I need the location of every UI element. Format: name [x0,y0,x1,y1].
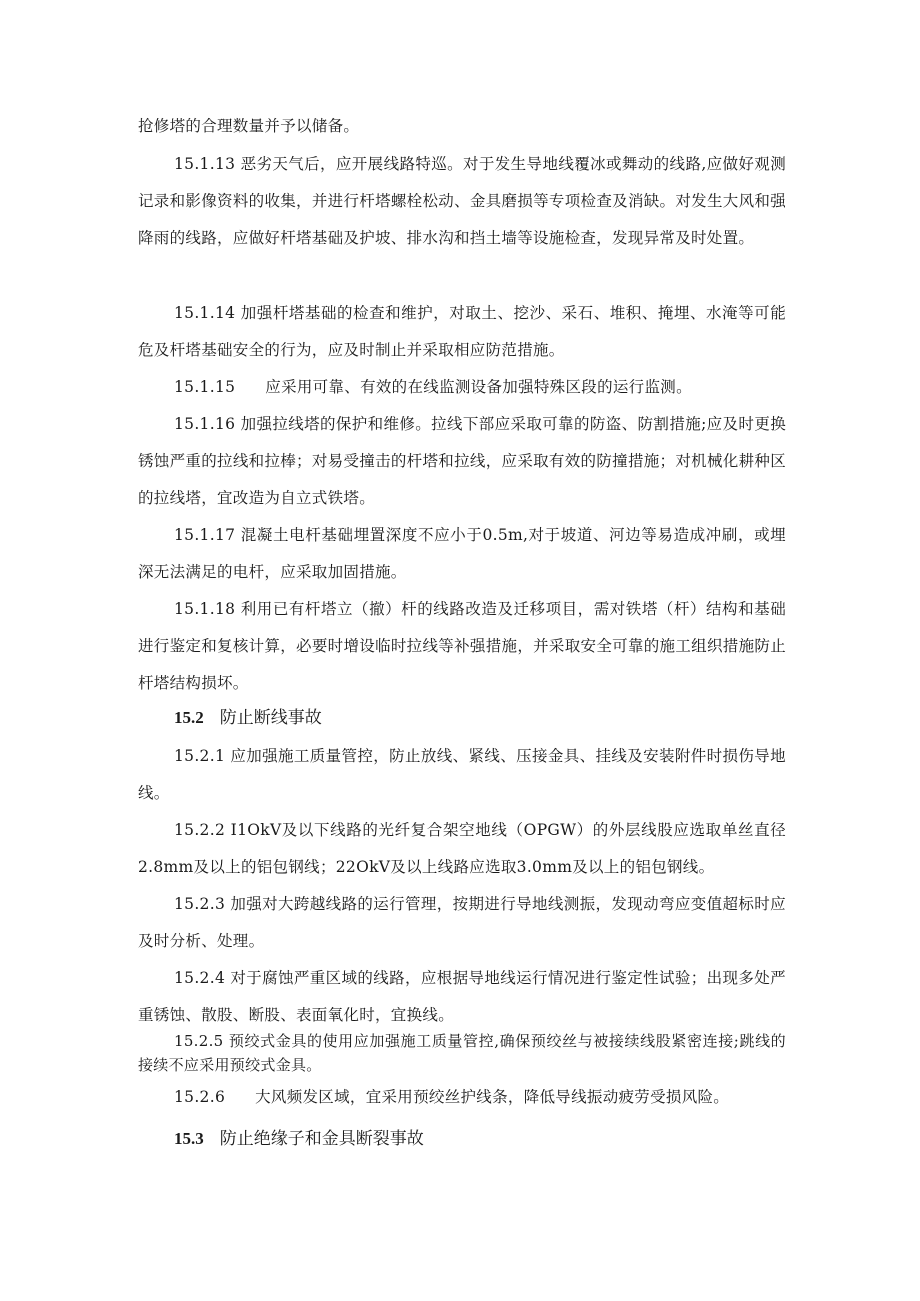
clause-number: 15.2.6 [174,1088,226,1106]
paragraph-continuation: 抢修塔的合理数量并予以储备。 [138,117,360,135]
section-title: 防止断线事故 [219,708,322,728]
paragraph-15-1-17: 15.1.17 混凝土电杆基础埋置深度不应小于0.5m,对于坡道、河边等易造成冲刷，或埋深无法满足的电杆，应采取加固措施。 [138,526,786,581]
paragraph-15-1-18: 15.1.18 利用已有杆塔立（撤）杆的线路改造及迁移项目，需对铁塔（杆）结构和基础进行鉴定和复核计算，必要时增设临时拉线等补强措施，并采取安全可靠的施工组织措施防止杆塔结构损坏。 [138,600,786,692]
section-heading-15-2 [174,703,322,733]
paragraph-15-2-2: 15.2.2 I1OkV及以下线路的光纤复合架空地线（OPGW）的外层线股应选取单丝直径2.8mm及以上的铝包钢线；22OkV及以上线路应选取3.0mm及以上的铝包钢线。 [138,821,786,876]
paragraph-15-2-1: 15.2.1 应加强施工质量管控，防止放线、紧线、压接金具、挂线及安装附件时损伤导地线。 [138,747,786,802]
section-number: 15.2 [174,708,204,727]
paragraph-15-1-16: 15.1.16 加强拉线塔的保护和维修。拉线下部应采取可靠的防盗、防割措施;应及时更换锈蚀严重的拉线和拉棒；对易受撞击的杆塔和拉线，应采取有效的防撞措施；对机械化耕种区的拉线塔，宜改造为自立式铁塔。 [138,415,786,507]
section-number: 15.3 [174,1129,204,1148]
section-heading-15-3 [174,1124,424,1154]
paragraph-15-1-14: 15.1.14 加强杆塔基础的检查和维护，对取土、挖沙、采石、堆积、掩埋、水淹等可能危及杆塔基础安全的行为，应及时制止并采取相应防范措施。 [138,304,786,359]
paragraph-15-1-15 [138,369,786,406]
paragraph-15-2-5: 15.2.5 预绞式金具的使用应加强施工质量管控,确保预绞丝与被接续线股紧密连接;跳线的接续不应采用预绞式金具。 [138,1032,786,1074]
clause-text: 大风频发区域，宜采用预绞丝护线条，降低导线振动疲劳受损风险。 [255,1088,730,1106]
clause-number: 15.1.15 [174,378,236,396]
clause-text: 应采用可靠、有效的在线监测设备加强特殊区段的运行监测。 [265,378,692,396]
section-title: 防止绝缘子和金具断裂事故 [219,1129,424,1149]
paragraph-15-2-6 [138,1079,786,1116]
paragraph-15-2-3: 15.2.3 加强对大跨越线路的运行管理，按期进行导地线测振，发现动弯应变值超标时应及时分析、处理。 [138,895,786,950]
paragraph-15-1-13: 15.1.13 恶劣天气后，应开展线路特巡。对于发生导地线覆冰或舞动的线路,应做好观测记录和影像资料的收集，并进行杆塔螺栓松动、金具磨损等专项检查及消缺。对发生大风和强降雨的线路，应做好杆塔基础及护坡、排水沟和挡土墙等设施检查，发现异常及时处置。 [138,155,786,247]
paragraph-15-2-4: 15.2.4 对于腐蚀严重区域的线路，应根据导地线运行情况进行鉴定性试验；出现多处严重锈蚀、散股、断股、表面氧化时，宜换线。 [138,969,786,1024]
